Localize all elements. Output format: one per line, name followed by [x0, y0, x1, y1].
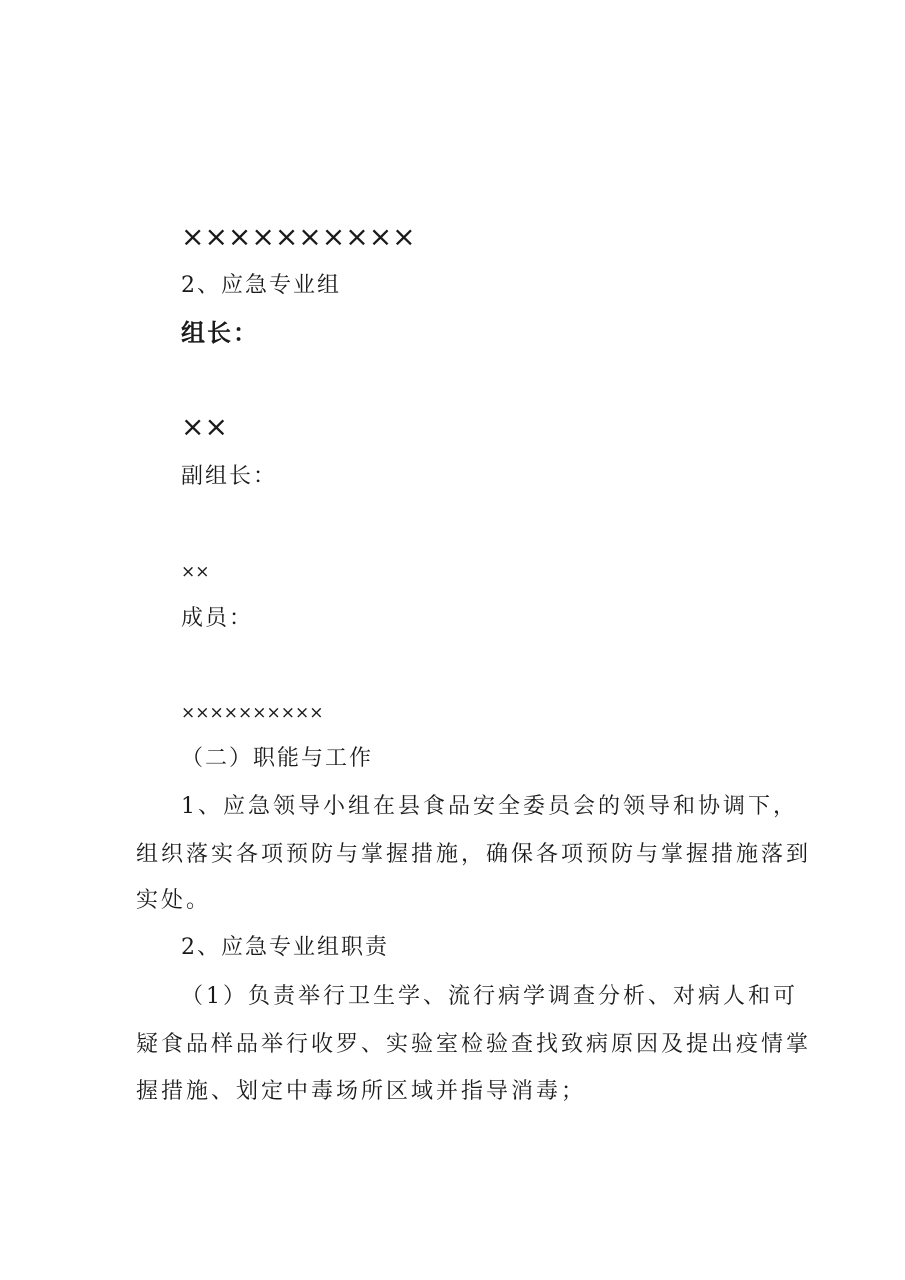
leader-value: ×× [181, 410, 228, 443]
paragraph-line: 疑食品样品举行收罗、实验室检验查找致病原因及提出疫情掌 [136, 1032, 812, 1057]
deputy-leader-label: 副组长： [181, 464, 278, 489]
paragraph-line: （1）负责举行卫生学、流行病学调查分析、对病人和可 [181, 984, 798, 1009]
members-label: 成员： [181, 606, 254, 631]
paragraph-line: 组织落实各项预防与掌握措施，确保各项预防与掌握措施落到 [136, 842, 812, 867]
paragraph-line: 握措施、划定中毒场所区域并指导消毒； [136, 1079, 587, 1104]
subgroup-heading: 2、应急专业组 [181, 273, 341, 298]
section-heading: （二）职能与工作 [181, 746, 374, 771]
members-value: ×××××××××× [181, 703, 324, 723]
paragraph-line: 实处。 [136, 888, 212, 913]
paragraph-line: 1、应急领导小组在县食品安全委员会的领导和协调下， [181, 794, 798, 819]
leader-label: 组长： [181, 319, 259, 347]
deputy-leader-value: ×× [181, 562, 210, 582]
item-heading: 2、应急专业组职责 [181, 935, 389, 960]
members-list-text: ×××××××××× [181, 220, 416, 253]
